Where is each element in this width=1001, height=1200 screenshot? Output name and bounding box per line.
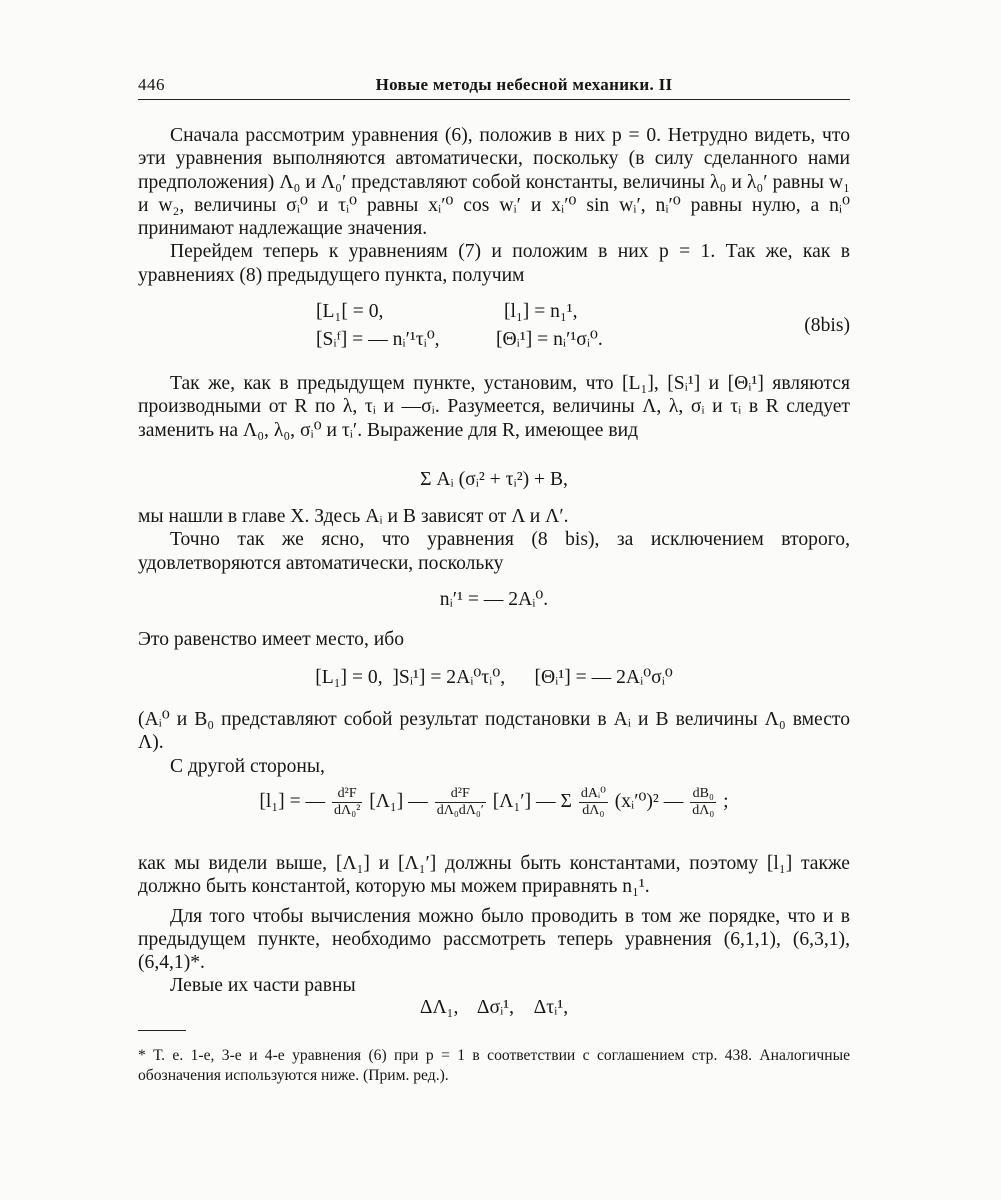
paragraph-5: Точно так же ясно, что уравнения (8 bis), за исключением второго, удовлетворяются автоматически, поскольку	[138, 529, 850, 574]
paragraph-8: С другой стороны,	[170, 755, 325, 777]
eq-delta-expression: ΔΛ₁, Δσᵢ¹, Δτᵢ¹,	[419, 997, 569, 1018]
running-title: Новые методы небесной механики. II	[375, 75, 673, 94]
paragraph-4-block	[138, 505, 850, 575]
eq-l1-fraction-3	[579, 786, 608, 819]
fraction-1-denominator: dΛ₀²	[334, 803, 361, 818]
paragraph-1-block	[138, 124, 850, 287]
page-number: 446	[138, 75, 165, 94]
eq-l1-lhs: [l₁] = —	[259, 791, 326, 812]
footnote-rule	[138, 1030, 186, 1031]
fraction-2-numerator: d²F	[435, 786, 486, 803]
eq8bis-line2-left: [Sᵢᶠ] = — nᵢ′¹τᵢ⁰,	[316, 329, 440, 350]
eq-n-expression: nᵢ′¹ = — 2Aᵢ⁰.	[439, 589, 549, 610]
fraction-2-denominator: dΛ₀dΛ₀′	[436, 803, 484, 818]
paragraph-6: Это равенство имеет место, ибо	[138, 629, 404, 650]
equation-l1	[138, 786, 850, 819]
eq-l1-fraction-2	[435, 786, 486, 819]
eq-l1-fraction-1	[332, 786, 362, 819]
paragraph-9-block	[138, 852, 850, 998]
equation-delta	[138, 996, 850, 1019]
paragraph-7: (Aᵢ⁰ и B₀ представляют собой результат подстановки в Aᵢ и B величины Λ₀ вместо Λ).	[138, 709, 850, 754]
paragraph-2: Перейдем теперь к уравнениям (7) и положим в них p = 1. Так же, как в уравнениях (8) предыдущего пункта, получим	[138, 241, 850, 286]
eq-l1-term-3: (xᵢ′⁰)² —	[614, 791, 684, 812]
equation-8bis	[138, 300, 850, 352]
eq-l1-term-1: [Λ₁] —	[369, 791, 428, 812]
eq8bis-line1-left: [L₁[ = 0,	[316, 301, 384, 322]
paragraph-3: Так же, как в предыдущем пункте, установим, что [L₁], [Sᵢ¹] и [Θᵢ¹] являются производными от R по λ, τᵢ и —σᵢ. Разумеется, величины Λ, λ, σᵢ и τᵢ в R следует заменить на Λ₀, λ₀, σᵢ⁰ и τᵢ′. Выражение для R, имеющее вид	[138, 373, 850, 441]
fraction-1-numerator: d²F	[332, 786, 362, 803]
fraction-3-denominator: dΛ₀	[582, 803, 605, 818]
eq8bis-label: (8bis)	[804, 315, 850, 336]
paragraph-1: Сначала рассмотрим уравнения (6), положив в них p = 0. Нетрудно видеть, что эти уравнения выполняются автоматически, поскольку (в силу сделанного нами предположения) Λ₀ и Λ₀′ представляют собой константы, величины λ₀ и λ₀′ равны w₁ и w₂, величины σᵢ⁰ и τᵢ⁰ равны xᵢ′⁰ cos wᵢ′ и xᵢ′⁰ sin wᵢ′, nᵢ′⁰ равны нулю, а nᵢ⁰ принимают надлежащие значения.	[138, 125, 850, 240]
equation-L	[138, 666, 850, 689]
eq-l1-fraction-4	[690, 786, 716, 819]
paragraph-11: Левые их части равны	[170, 975, 356, 997]
paragraph-10: Для того чтобы вычисления можно было проводить в том же порядке, что и в предыдущем пункте, необходимо рассмотреть теперь уравнения (6,1,1), (6,3,1), (6,4,1)*.	[138, 905, 850, 974]
equation-R	[138, 468, 850, 491]
page-header	[138, 73, 850, 100]
paragraph-3-block	[138, 372, 850, 442]
fraction-3-numerator: dAᵢ⁰	[580, 786, 606, 801]
eq-L-expression: [L₁] = 0, ]Sᵢ¹] = 2Aᵢ⁰τᵢ⁰, [Θᵢ¹] = — 2Aᵢ⁰σᵢ⁰	[315, 667, 673, 688]
paragraph-6-block	[138, 628, 850, 651]
paragraph-9: как мы видели выше, [Λ₁] и [Λ₁′] должны быть константами, поэтому [l₁] также должно быть константой, которую мы можем приравнять n₁¹.	[138, 853, 850, 898]
paragraph-7-block	[138, 708, 850, 778]
footnote-text: * Т. е. 1-е, 3-е и 4-е уравнения (6) при p = 1 в соответствии с соглашением стр. 438. Аналогичные обозначения используются ниже. (Прим. ред.).	[138, 1047, 850, 1084]
fraction-4-denominator: dΛ₀	[692, 803, 715, 818]
paragraph-4: мы нашли в главе X. Здесь Aᵢ и B зависят от Λ и Λ′.	[138, 506, 569, 527]
footnote	[138, 1046, 850, 1086]
eq8bis-line1-right: [l₁] = n₁¹,	[504, 301, 578, 322]
eq8bis-line2-right: [Θᵢ¹] = nᵢ′¹σᵢ⁰.	[496, 329, 603, 350]
eq-l1-end: ;	[723, 791, 729, 812]
equation-n	[138, 588, 850, 611]
fraction-4-numerator: dB₀	[690, 786, 716, 803]
eq-l1-term-2: [Λ₁′] — Σ	[492, 791, 572, 812]
eq-R-expression: Σ Aᵢ (σᵢ² + τᵢ²) + B,	[420, 469, 568, 490]
